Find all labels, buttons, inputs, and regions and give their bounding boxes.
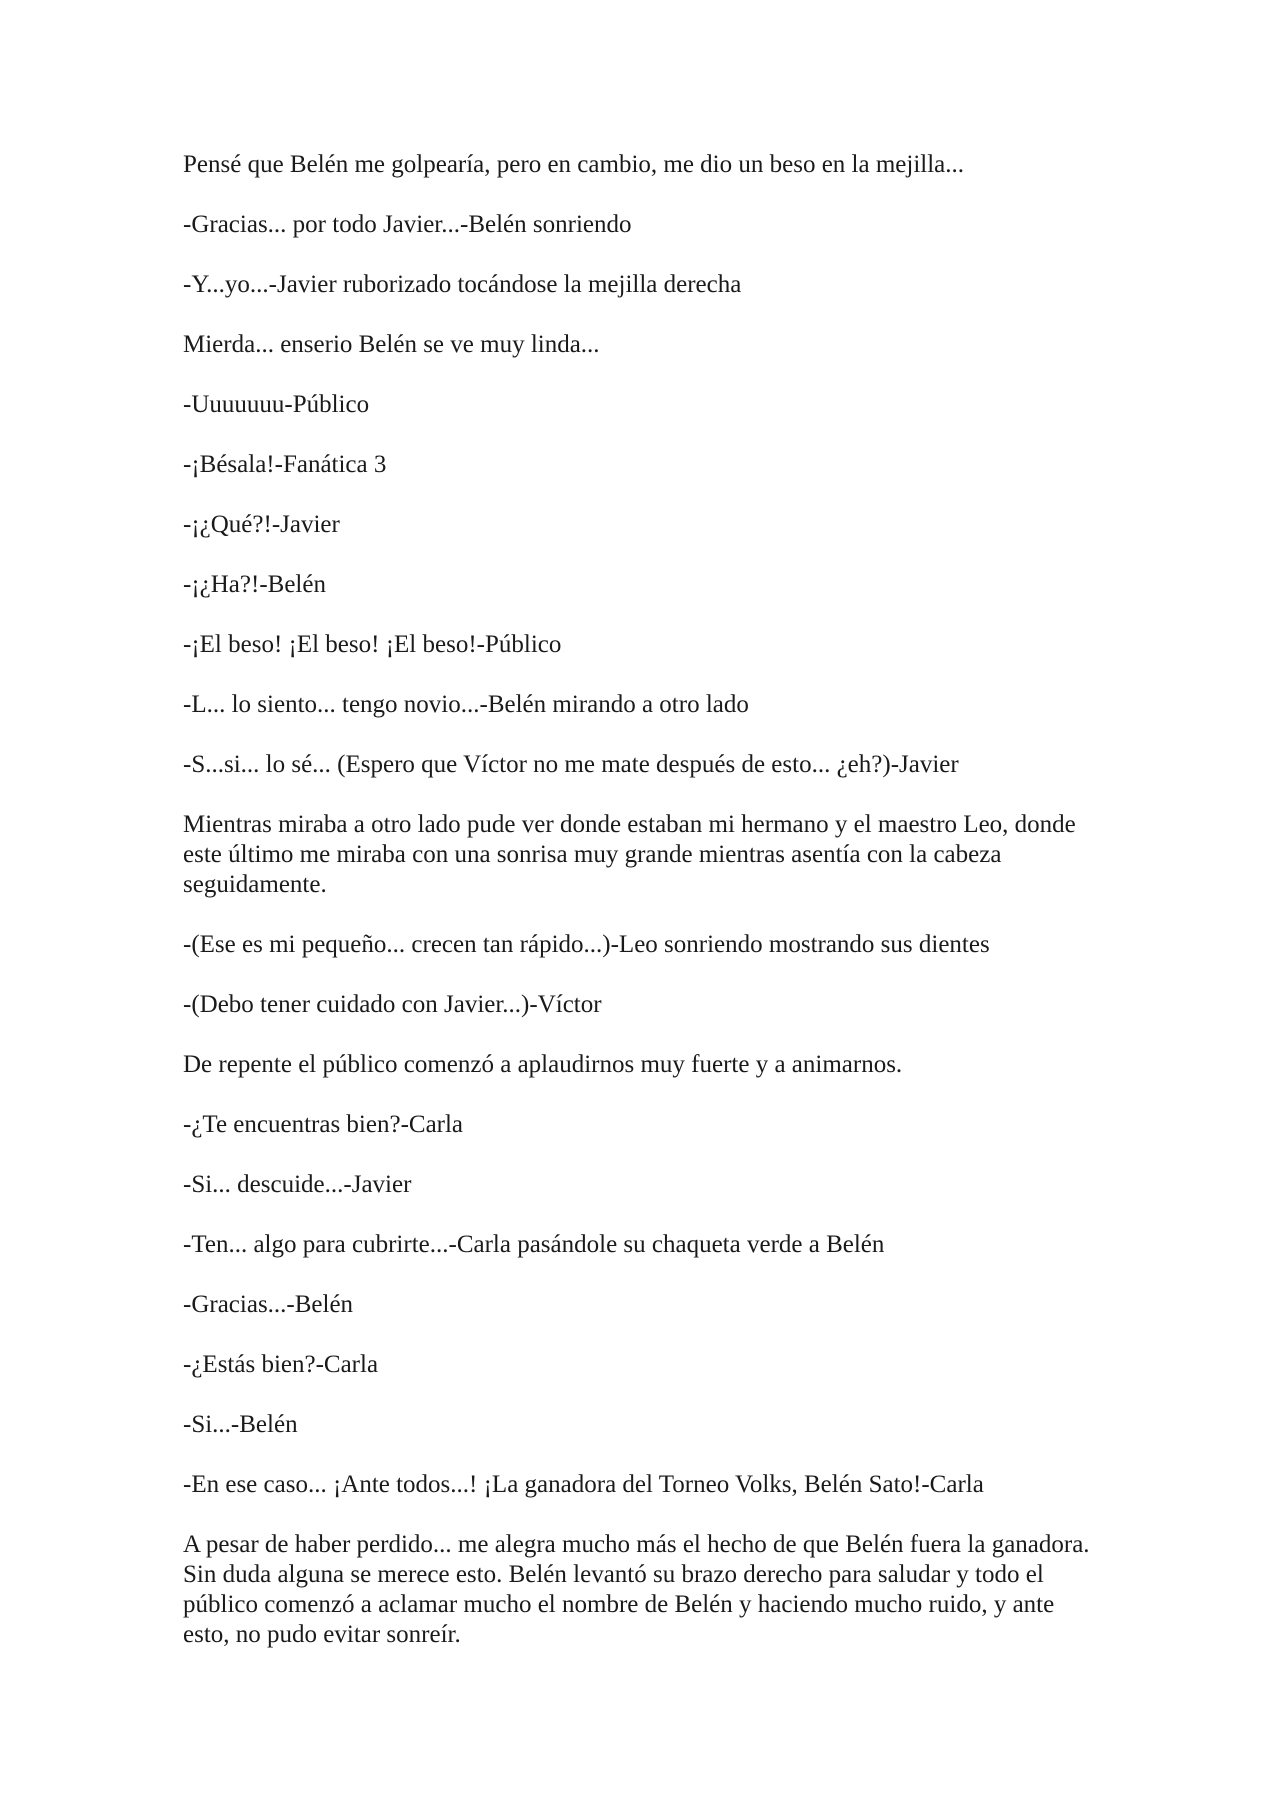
paragraph: -Ten... algo para cubrirte...-Carla pasándole su chaqueta verde a Belén [183,1231,885,1258]
paragraph: -En ese caso... ¡Ante todos...! ¡La ganadora del Torneo Volks, Belén Sato!-Carla [183,1471,984,1498]
paragraph: -Gracias... por todo Javier...-Belén sonriendo [183,211,632,238]
paragraph: -Y...yo...-Javier ruborizado tocándose la mejilla derecha [183,271,742,298]
paragraph: -Si... descuide...-Javier [183,1171,412,1198]
paragraph: De repente el público comenzó a aplaudirnos muy fuerte y a animarnos. [183,1051,903,1078]
paragraph: Mierda... enserio Belén se ve muy linda... [183,331,600,358]
paragraph: Pensé que Belén me golpearía, pero en cambio, me dio un beso en la mejilla... [183,151,965,178]
paragraph: -S...si... lo sé... (Espero que Víctor no me mate después de esto... ¿eh?)-Javier [183,751,959,778]
paragraph: -¡El beso! ¡El beso! ¡El beso!-Público [183,631,562,658]
paragraph: -(Ese es mi pequeño... crecen tan rápido...)-Leo sonriendo mostrando sus dientes [183,931,990,958]
paragraph: -¡¿Qué?!-Javier [183,511,340,538]
paragraph: A pesar de haber perdido... me alegra mucho más el hecho de que Belén fuera la ganadora. Sin duda alguna se merece esto. Belén levantó su brazo derecho para saludar y todo el público comenzó a aclamar mucho el nombre de Belén y haciendo mucho ruido, y ante esto, no pudo evitar sonreír. [183,1531,1090,1648]
paragraph: -Uuuuuuu-Público [183,391,370,418]
paragraph: -¿Te encuentras bien?-Carla [183,1111,464,1138]
paragraph: -¿Estás bien?-Carla [183,1351,379,1378]
paragraph: -(Debo tener cuidado con Javier...)-Víctor [183,991,602,1018]
paragraph: Mientras miraba a otro lado pude ver donde estaban mi hermano y el maestro Leo, donde este último me miraba con una sonrisa muy grande mientras asentía con la cabeza seguidamente. [183,811,1076,898]
document-body [183,150,1103,1680]
paragraph: -¡Bésala!-Fanática 3 [183,451,387,478]
paragraph: -L... lo siento... tengo novio...-Belén mirando a otro lado [183,691,749,718]
paragraph: -Gracias...-Belén [183,1291,354,1318]
paragraph: -Si...-Belén [183,1411,298,1438]
paragraph: -¡¿Ha?!-Belén [183,571,326,598]
